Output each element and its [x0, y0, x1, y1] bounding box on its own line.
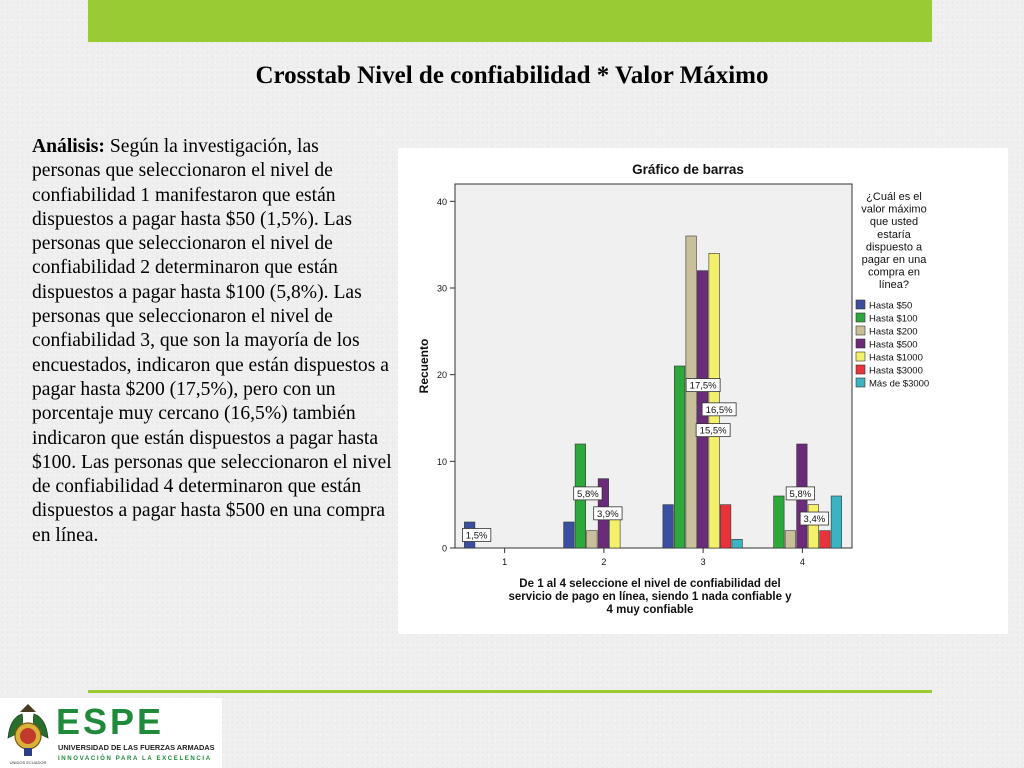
- y-tick-label: 0: [441, 543, 447, 554]
- data-label: 5,8%: [789, 488, 812, 500]
- data-label: 16,5%: [705, 404, 733, 416]
- bar-hasta-200-cat-4: [785, 531, 796, 548]
- legend-title-line: línea?: [879, 279, 909, 292]
- legend-label: Hasta $3000: [869, 365, 923, 377]
- bar-hasta-200-cat-3: [686, 236, 697, 548]
- legend-swatch: [856, 365, 865, 374]
- x-axis-label-line: 4 muy confiable: [606, 604, 694, 616]
- logo-wordmark: ESPE: [56, 701, 165, 742]
- seal-text: UNIDOS ECUADOR: [9, 760, 47, 765]
- bar-hasta-100-cat-3: [674, 366, 685, 548]
- x-tick-label: 2: [601, 557, 607, 567]
- analysis-text: Según la investigación, las personas que seleccionaron el nivel de confiabilidad 1 manifestaron que están dispuestos a pagar hasta $50 (1,5%). Las personas que seleccionaron el nivel de confiabilidad 2 determinaron que están dispuestos a pagar hasta $100 (5,8%). Las personas que seleccionaron el nivel de confiabilidad 3, que son la mayoría de los encuestados, indicaron que están dispuestos a pagar hasta $200 (17,5%), pero con un porcentaje muy cercano (16,5%) también indicaron que están dispuestos a pagar hasta $100. Las personas que seleccionaron el nivel de confiabilidad 4 determinaron que están dispuestos a pagar hasta $500 en una compra en línea.: [32, 136, 392, 546]
- bar-chart: [398, 148, 1008, 634]
- y-tick-label: 30: [436, 283, 447, 294]
- data-label: 17,5%: [689, 380, 717, 392]
- bottom-accent-line: [88, 690, 932, 693]
- chart-panel: [398, 148, 1008, 634]
- analysis-label: Análisis:: [32, 136, 105, 157]
- x-tick-label: 1: [502, 557, 508, 567]
- data-label: 1,5%: [465, 530, 488, 542]
- analysis-paragraph: [32, 135, 392, 548]
- legend-label: Hasta $1000: [869, 352, 923, 364]
- y-tick-label: 20: [436, 370, 447, 381]
- logo-tagline: INNOVACIÓN PARA LA EXCELENCIA: [58, 755, 212, 762]
- data-label: 15,5%: [699, 425, 727, 437]
- y-tick-label: 10: [436, 456, 447, 467]
- bar-hasta-1000-cat-3: [709, 253, 720, 548]
- bar-hasta-3000-cat-3: [720, 505, 731, 548]
- legend-title-line: dispuesto a: [865, 241, 923, 254]
- y-tick-label: 40: [436, 196, 447, 207]
- bar-hasta-50-cat-2: [564, 522, 575, 548]
- y-axis-label: Recuento: [417, 338, 431, 394]
- legend-label: Hasta $50: [869, 300, 913, 312]
- x-tick-label: 4: [799, 557, 805, 567]
- legend-swatch: [856, 300, 865, 309]
- legend-title-line: pagar en una: [861, 254, 927, 266]
- legend-swatch: [856, 378, 865, 387]
- data-label: 3,4%: [803, 514, 826, 526]
- espe-logo: [0, 698, 222, 768]
- legend-title-line: ¿Cuál es el: [866, 191, 922, 203]
- slide-title: Crosstab Nivel de confiabilidad * Valor Máximo: [255, 62, 769, 89]
- legend-title-line: que usted: [869, 216, 919, 229]
- legend-title-line: compra en: [868, 266, 920, 279]
- legend-label: Hasta $500: [869, 339, 918, 351]
- x-tick-label: 3: [700, 557, 706, 567]
- bar-hasta-100-cat-4: [774, 496, 785, 548]
- data-label: 5,8%: [577, 488, 599, 500]
- top-accent-bar: [88, 0, 932, 42]
- university-seal-icon: [8, 704, 48, 765]
- bar-hasta-1000-cat-4: [808, 505, 819, 548]
- legend-swatch: [856, 313, 865, 322]
- legend-title-line: estaría: [877, 228, 911, 241]
- logo-subtitle: UNIVERSIDAD DE LAS FUERZAS ARMADAS: [58, 743, 215, 752]
- bar-m-s-de-3000-cat-3: [732, 539, 743, 548]
- x-axis-label-line: De 1 al 4 seleccione el nivel de confiabilidad del: [519, 578, 781, 590]
- legend-swatch: [856, 326, 865, 335]
- bar-hasta-3000-cat-4: [820, 531, 831, 548]
- legend-label: Hasta $100: [869, 313, 918, 325]
- legend-swatch: [856, 339, 865, 348]
- legend-label: Más de $3000: [869, 378, 930, 390]
- x-axis-label-line: servicio de pago en línea, siendo 1 nada confiable y: [508, 591, 792, 603]
- bar-m-s-de-3000-cat-4: [831, 496, 842, 548]
- bar-hasta-200-cat-2: [587, 531, 598, 548]
- legend-label: Hasta $200: [869, 326, 918, 338]
- legend-title-line: valor máximo: [861, 203, 927, 216]
- legend-swatch: [856, 352, 865, 361]
- bar-hasta-50-cat-3: [663, 505, 674, 548]
- data-label: 3,9%: [597, 508, 619, 520]
- chart-title: Gráfico de barras: [632, 162, 744, 177]
